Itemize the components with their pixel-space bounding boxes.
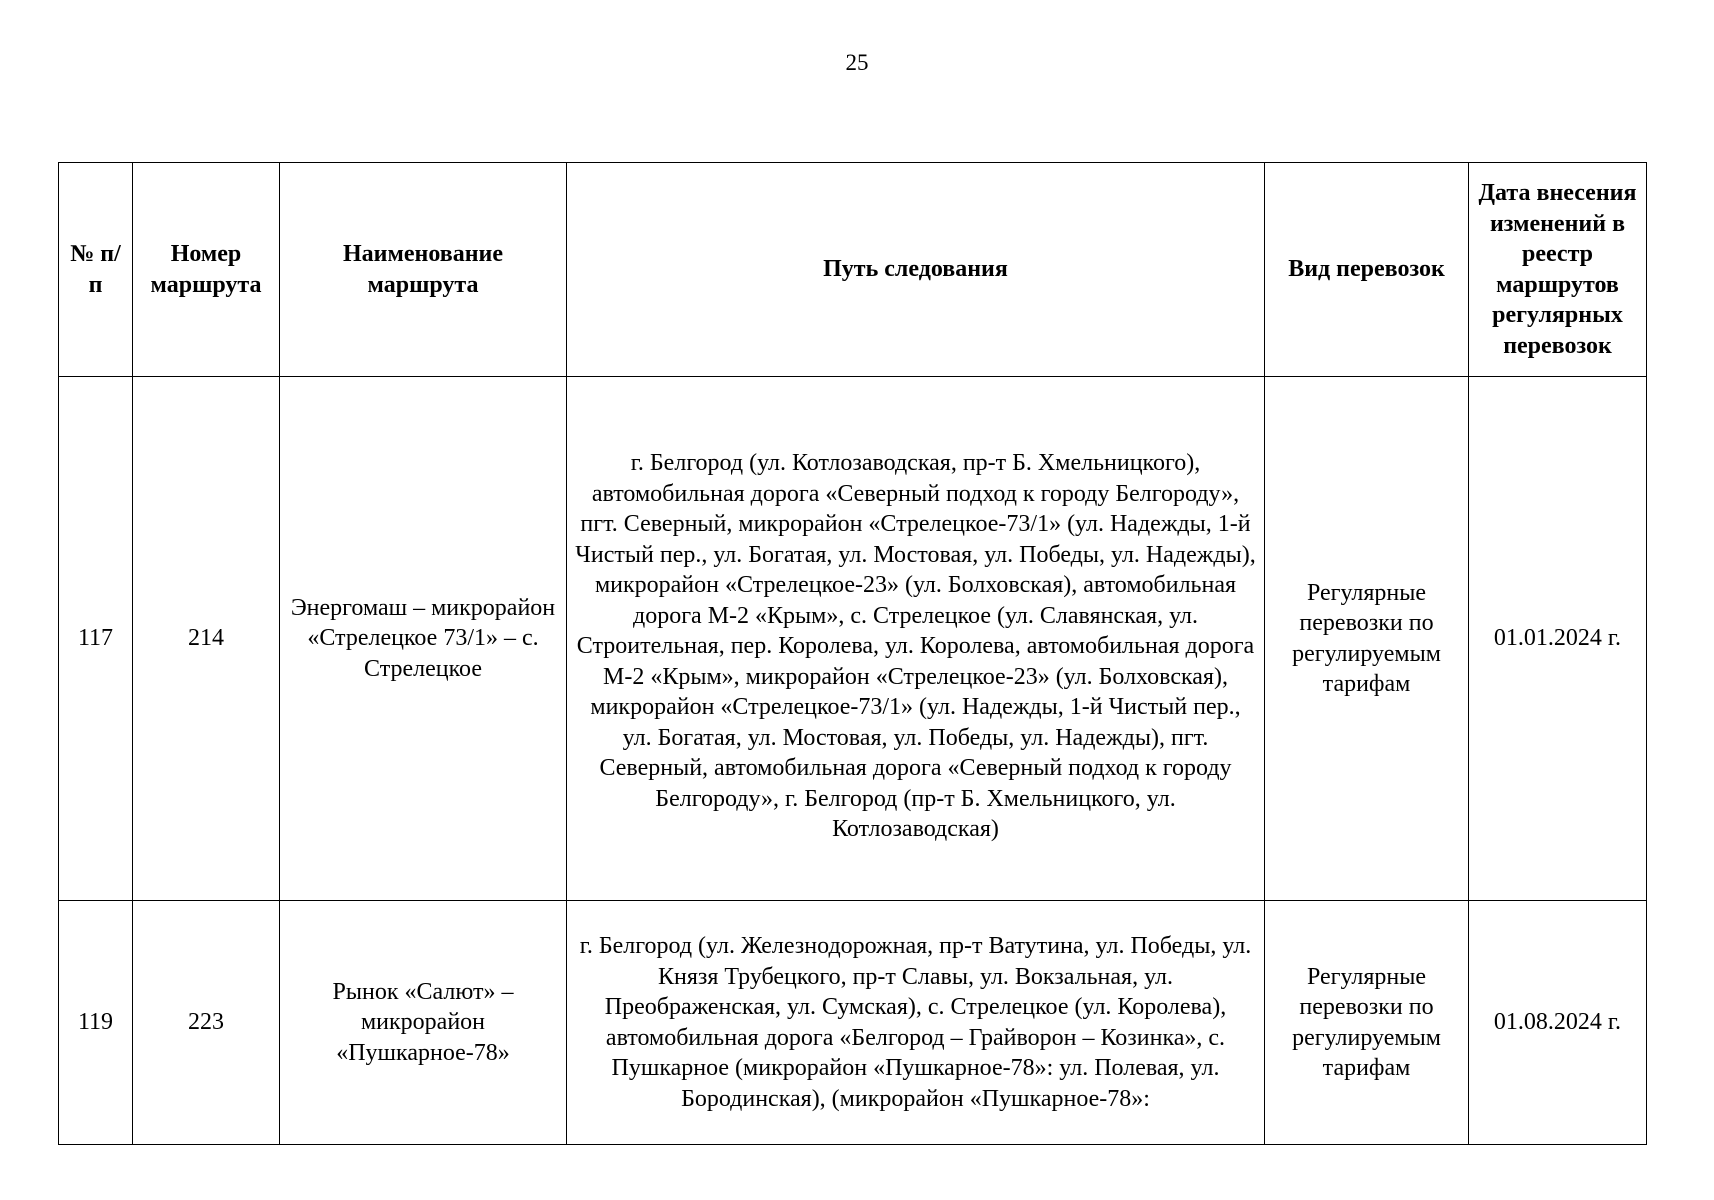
header-transport-type: Вид перевозок (1265, 163, 1469, 377)
cell-num: 117 (59, 377, 133, 901)
cell-transport-type (1265, 901, 1469, 1145)
header-route-number: Номер маршрута (133, 163, 280, 377)
route-path-text: г. Белгород (ул. Котлозаводская, пр-т Б. Хмельницкого), автомобильная дорога «Северный подход к городу Белгороду», пгт. Северный, микрорайон «Стрелецкое-73/1» (ул. Надежды, 1-й Чистый пер., ул. Богатая, ул. Мостовая, ул. Победы, ул. Надежды), микрорайон «Стрелецкое-23» (ул. Болховская), автомобильная дорога М-2 «Крым», с. Стрелецкое (ул. Славянская, ул. Строительная, пер. Королева, ул. Королева, автомобильная дорога М-2 «Крым», микрорайон «Стрелецкое-23» (ул. Болховская), микрорайон «Стрелецкое-73/1» (ул. Надежды, 1-й Чистый пер., ул. Богатая, ул. Мостовая, ул. Победы, ул. Надежды), пгт. Северный, автомобильная дорога «Северный подход к городу Белгороду», г. Белгород (пр-т Б. Хмельницкого, ул. Котлозаводская) (575, 450, 1256, 843)
route-name-text: Энергомаш – микрорайон «Стрелецкое 73/1» – с. Стрелецкое (290, 594, 556, 682)
cell-num: 119 (59, 901, 133, 1145)
route-registry-table (58, 162, 1647, 1145)
cell-route-name (280, 377, 567, 901)
cell-transport-type (1265, 377, 1469, 901)
route-path-text: г. Белгород (ул. Железнодорожная, пр-т Ватутина, ул. Победы, ул. Князя Трубецкого, пр-т Славы, ул. Вокзальная, ул. Преображенская, ул. Сумская), с. Стрелецкое (ул. Королева), автомобильная дорога «Белгород – Грайворон – Козинка», с. Пушкарное (микрорайон «Пушкарное-78»: ул. Полевая, ул. Бородинская), (микрорайон «Пушкарное-78»: (579, 933, 1252, 1112)
table-header-row (59, 163, 1647, 377)
transport-type-text: Регулярные перевозки по регулируемым тарифам (1292, 963, 1441, 1081)
header-route-name: Наименование маршрута (280, 163, 567, 377)
cell-route-path (567, 377, 1265, 901)
cell-change-date: 01.01.2024 г. (1469, 377, 1647, 901)
page-number: 25 (845, 50, 869, 75)
cell-route-number: 214 (133, 377, 280, 901)
header-num: № п/п (59, 163, 133, 377)
route-name-text: Рынок «Салют» – микрорайон «Пушкарное-78» (332, 978, 514, 1066)
cell-change-date: 01.08.2024 г. (1469, 901, 1647, 1145)
cell-route-number: 223 (133, 901, 280, 1145)
cell-route-path (567, 901, 1265, 1145)
cell-route-name (280, 901, 567, 1145)
header-change-date: Дата внесения изменений в реестр маршрутов регулярных перевозок (1469, 163, 1647, 377)
header-route-path: Путь следования (567, 163, 1265, 377)
transport-type-text: Регулярные перевозки по регулируемым тарифам (1292, 579, 1441, 697)
table-row (59, 377, 1647, 901)
table-row (59, 901, 1647, 1145)
